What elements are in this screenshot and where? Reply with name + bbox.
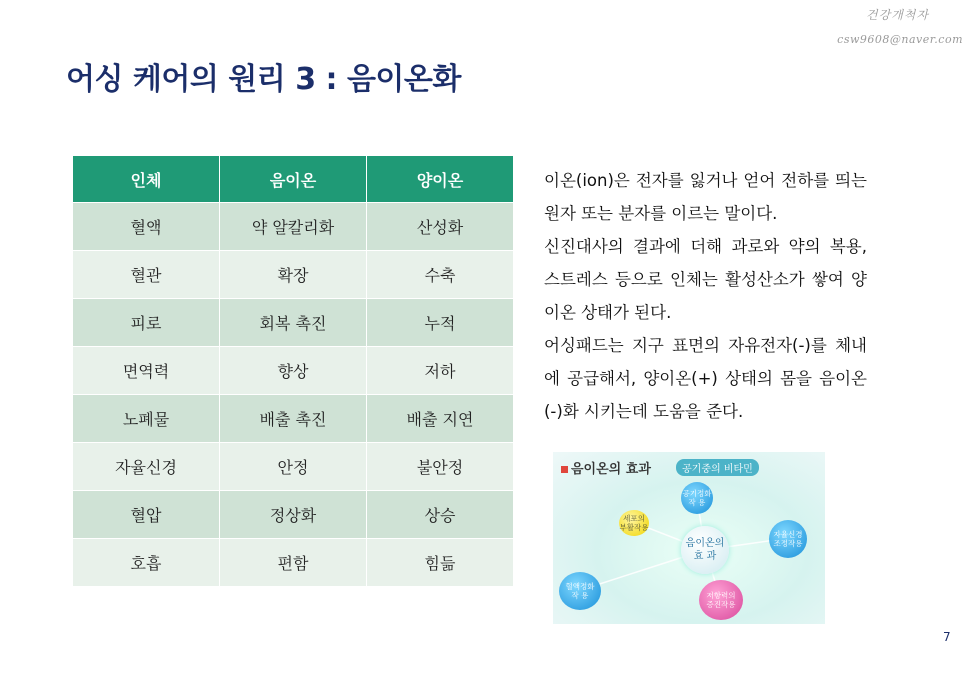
bubble-blood-purification: 혈액정화 작 용 (559, 572, 601, 610)
explanation-paragraph: 어싱패드는 지구 표면의 자유전자(-)를 체내에 공급해서, 양이온(+) 상태의 몸을 음이온(-)화 시키는데 도움을 준다. (544, 336, 867, 421)
bubble-resistance-boost: 저항력의 증진작용 (699, 580, 743, 620)
explanation-paragraph: 이온(ion)은 전자를 잃거나 얻어 전하를 띄는 원자 또는 분자를 이르는 말이다. (544, 171, 867, 223)
table-cell: 면역력 (73, 347, 220, 395)
red-square-icon (561, 466, 568, 473)
explanation-text (544, 164, 867, 428)
bubble-air-purification: 공기정화 작 용 (681, 482, 713, 514)
table-cell: 확장 (220, 251, 367, 299)
table-cell: 배출 지연 (367, 395, 514, 443)
explanation-paragraph: 신진대사의 결과에 더해 과로와 약의 복용, 스트레스 등으로 인체는 활성산소가 쌓여 양이온 상태가 된다. (544, 237, 867, 322)
table-row (73, 203, 514, 251)
column-header-body: 인체 (73, 156, 220, 203)
table-cell: 불안정 (367, 443, 514, 491)
table-cell: 누적 (367, 299, 514, 347)
table-row (73, 491, 514, 539)
table-cell: 약 알칼리화 (220, 203, 367, 251)
table-row (73, 299, 514, 347)
ion-comparison-table (72, 155, 514, 587)
bubble-cell-revival: 세포의 부활작용 (619, 510, 649, 536)
table-row (73, 395, 514, 443)
table-cell: 혈압 (73, 491, 220, 539)
table-cell: 수축 (367, 251, 514, 299)
table-cell: 호흡 (73, 539, 220, 587)
page-title: 어싱 케어의 원리 3 : 음이온화 (66, 62, 461, 97)
diagram-title-text: 음이온의 효과 (571, 462, 651, 477)
watermark-email: csw9608@naver.com (837, 33, 963, 46)
table-cell: 피로 (73, 299, 220, 347)
table-cell: 힘듦 (367, 539, 514, 587)
diagram-title (561, 458, 651, 477)
table-cell: 회복 촉진 (220, 299, 367, 347)
table-cell: 안정 (220, 443, 367, 491)
table-cell: 혈액 (73, 203, 220, 251)
page-number: 7 (943, 630, 951, 644)
table-cell: 혈관 (73, 251, 220, 299)
watermark-name: 건강개척자 (866, 8, 929, 22)
column-header-positive-ion: 양이온 (367, 156, 514, 203)
bubble-autonomic-regulation: 자율신경 조정작용 (769, 520, 807, 558)
table-cell: 산성화 (367, 203, 514, 251)
table-row (73, 251, 514, 299)
table-cell: 저하 (367, 347, 514, 395)
table-cell: 상승 (367, 491, 514, 539)
table-cell: 편함 (220, 539, 367, 587)
table-cell: 배출 촉진 (220, 395, 367, 443)
table-cell: 향상 (220, 347, 367, 395)
bubble-center-effect: 음이온의 효 과 (681, 526, 729, 574)
table-cell: 자율신경 (73, 443, 220, 491)
column-header-negative-ion: 음이온 (220, 156, 367, 203)
watermark (837, 6, 963, 46)
table-row (73, 539, 514, 587)
table-cell: 정상화 (220, 491, 367, 539)
table-row (73, 347, 514, 395)
negative-ion-effects-diagram (553, 452, 825, 624)
table-cell: 노폐물 (73, 395, 220, 443)
table-header-row (73, 156, 514, 203)
diagram-tag: 공기중의 비타민 (676, 459, 759, 476)
table-row (73, 443, 514, 491)
